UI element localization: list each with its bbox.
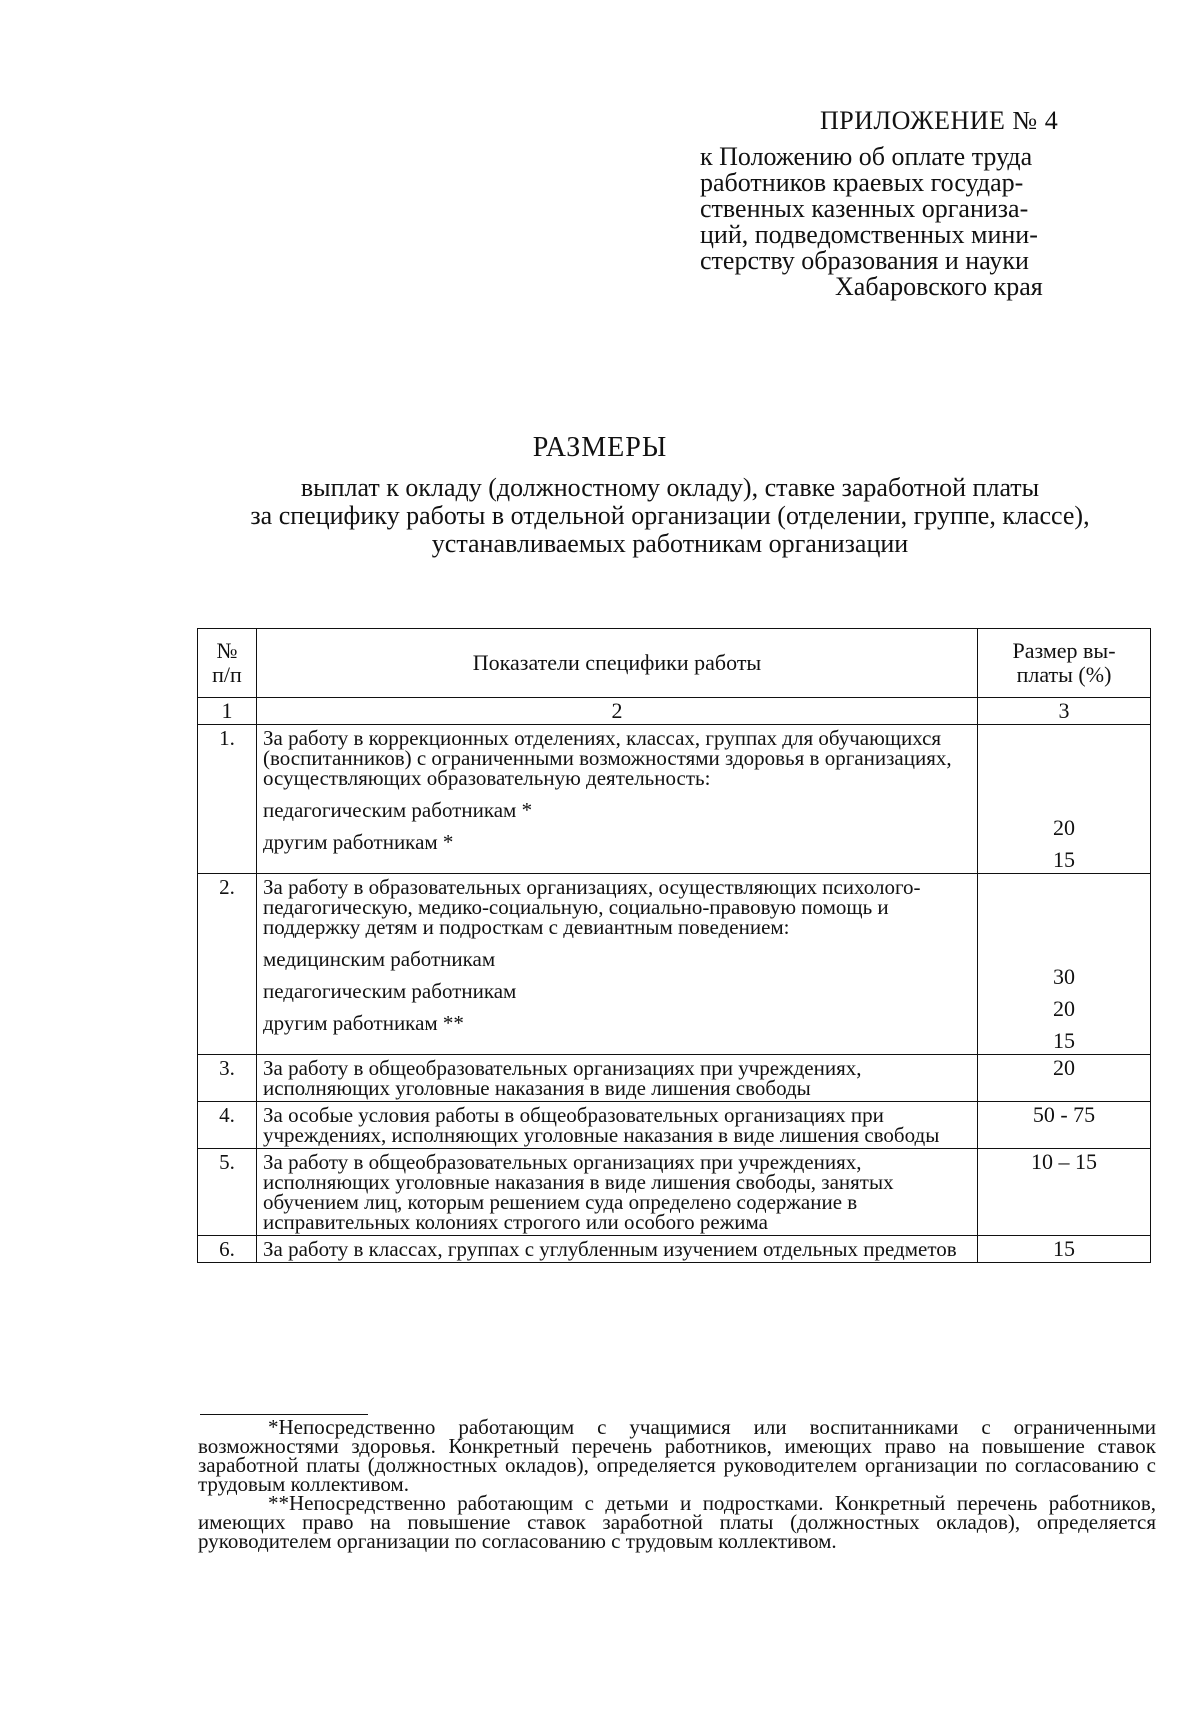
table-row — [198, 1236, 1151, 1263]
row-value: 10 – 15 — [978, 1149, 1151, 1236]
row-text: За работу в общеобразовательных организациях при учреждениях, исполняющих уголовные наказания в виде лишения свободы — [257, 1055, 978, 1102]
sub-value: 15 — [1053, 847, 1075, 872]
sub-item: другим работникам ** — [263, 1011, 464, 1035]
row-number: 3. — [198, 1055, 257, 1102]
sub-item: педагогическим работникам — [263, 979, 517, 1003]
column-index: 2 — [257, 698, 978, 725]
table-header-row — [198, 629, 1151, 698]
row-value — [978, 874, 1151, 1055]
table-row — [198, 1149, 1151, 1236]
subheading-line: выплат к окладу (должностному окладу), ставке заработной платы — [300, 473, 1040, 502]
annex-line: к Положению об оплате труда — [700, 142, 1033, 171]
footnote: **Непосредственно работающим с детьми и подростками. Конкретный перечень работников, имеющих право на повышение ставок заработной платы (должностных окладов), определяется руководителем организации по согласованию с трудовым коллективом. — [198, 1491, 1156, 1553]
row-text: За работу в общеобразовательных организациях при учреждениях, исполняющих уголовные наказания в виде лишения свободы, занятых обучением лиц, которым решением суда определено содержание в исправительных колониях строгого или особого режима — [257, 1149, 978, 1236]
column-index: 1 — [198, 698, 257, 725]
table-row — [198, 874, 1151, 1055]
row-number: 2. — [198, 874, 257, 1055]
subheading-line: за специфику работы в отдельной организации (отделении, группе, классе), — [250, 501, 1090, 530]
sub-item: педагогическим работникам * — [263, 798, 533, 822]
footnote: *Непосредственно работающим с учащимися или воспитанниками с ограниченными возможностями здоровья. Конкретный перечень работников, имеющих право на повышение ставок заработной платы (должностных окладов), определяется руководителем организации по согласованию с трудовым коллективом. — [198, 1415, 1156, 1496]
row-number: 1. — [198, 725, 257, 874]
header-indicators: Показатели специфики работы — [257, 629, 978, 698]
sub-item: другим работникам * — [263, 830, 454, 854]
row-text: За особые условия работы в общеобразовательных организациях при учреждениях, исполняющих уголовные наказания в виде лишения свободы — [257, 1102, 978, 1149]
annex-block — [700, 106, 1140, 300]
table-row — [198, 725, 1151, 874]
table-row — [198, 1102, 1151, 1149]
header-number: № п/п — [198, 629, 257, 698]
subheading-line: устанавливаемых работникам организации — [431, 529, 909, 558]
annex-title: ПРИЛОЖЕНИЕ № 4 — [820, 106, 1059, 135]
header-payment-size: Размер вы- платы (%) — [978, 629, 1151, 698]
footnotes — [198, 1415, 1156, 1553]
row-value — [978, 725, 1151, 874]
sub-value: 15 — [1053, 1028, 1075, 1053]
annex-line: ций, подведомственных мини- — [700, 220, 1038, 249]
row-text: За работу в образовательных организациях, осуществляющих психолого-педагогическую, медико-социальную, социально-правовую помощь и поддержку детям и подросткам с девиантным поведением: медицинским работникам педагогическим работникам другим работникам ** — [257, 874, 978, 1055]
column-index: 3 — [978, 698, 1151, 725]
row-value: 50 - 75 — [978, 1102, 1151, 1149]
row-value: 20 — [978, 1055, 1151, 1102]
specifics-table — [197, 628, 1151, 1263]
sub-value: 30 — [1053, 964, 1075, 989]
annex-line: стерству образования и науки — [700, 246, 1029, 275]
sub-value: 20 — [1053, 815, 1075, 840]
document-subheading — [190, 474, 1150, 558]
table-row — [198, 1055, 1151, 1102]
sub-item: медицинским работникам — [263, 947, 496, 971]
row-value: 15 — [978, 1236, 1151, 1263]
row-text: За работу в коррекционных отделениях, классах, группах для обучающихся (воспитанников) с ограниченными возможностями здоровья в организациях, осуществляющих образовательную деятельность: педагогическим работникам * другим работникам * — [257, 725, 978, 874]
annex-line: ственных казенных организа- — [700, 194, 1029, 223]
annex-line: Хабаровского края — [835, 272, 1043, 301]
document-heading: РАЗМЕРЫ — [532, 432, 668, 463]
sub-value: 20 — [1053, 996, 1075, 1021]
row-number: 4. — [198, 1102, 257, 1149]
column-index-row — [198, 698, 1151, 725]
row-number: 5. — [198, 1149, 257, 1236]
annex-line: работников краевых государ- — [700, 168, 1024, 197]
row-number: 6. — [198, 1236, 257, 1263]
annex-reference — [700, 144, 1140, 300]
row-text: За работу в классах, группах с углубленным изучением отдельных предметов — [257, 1236, 978, 1263]
